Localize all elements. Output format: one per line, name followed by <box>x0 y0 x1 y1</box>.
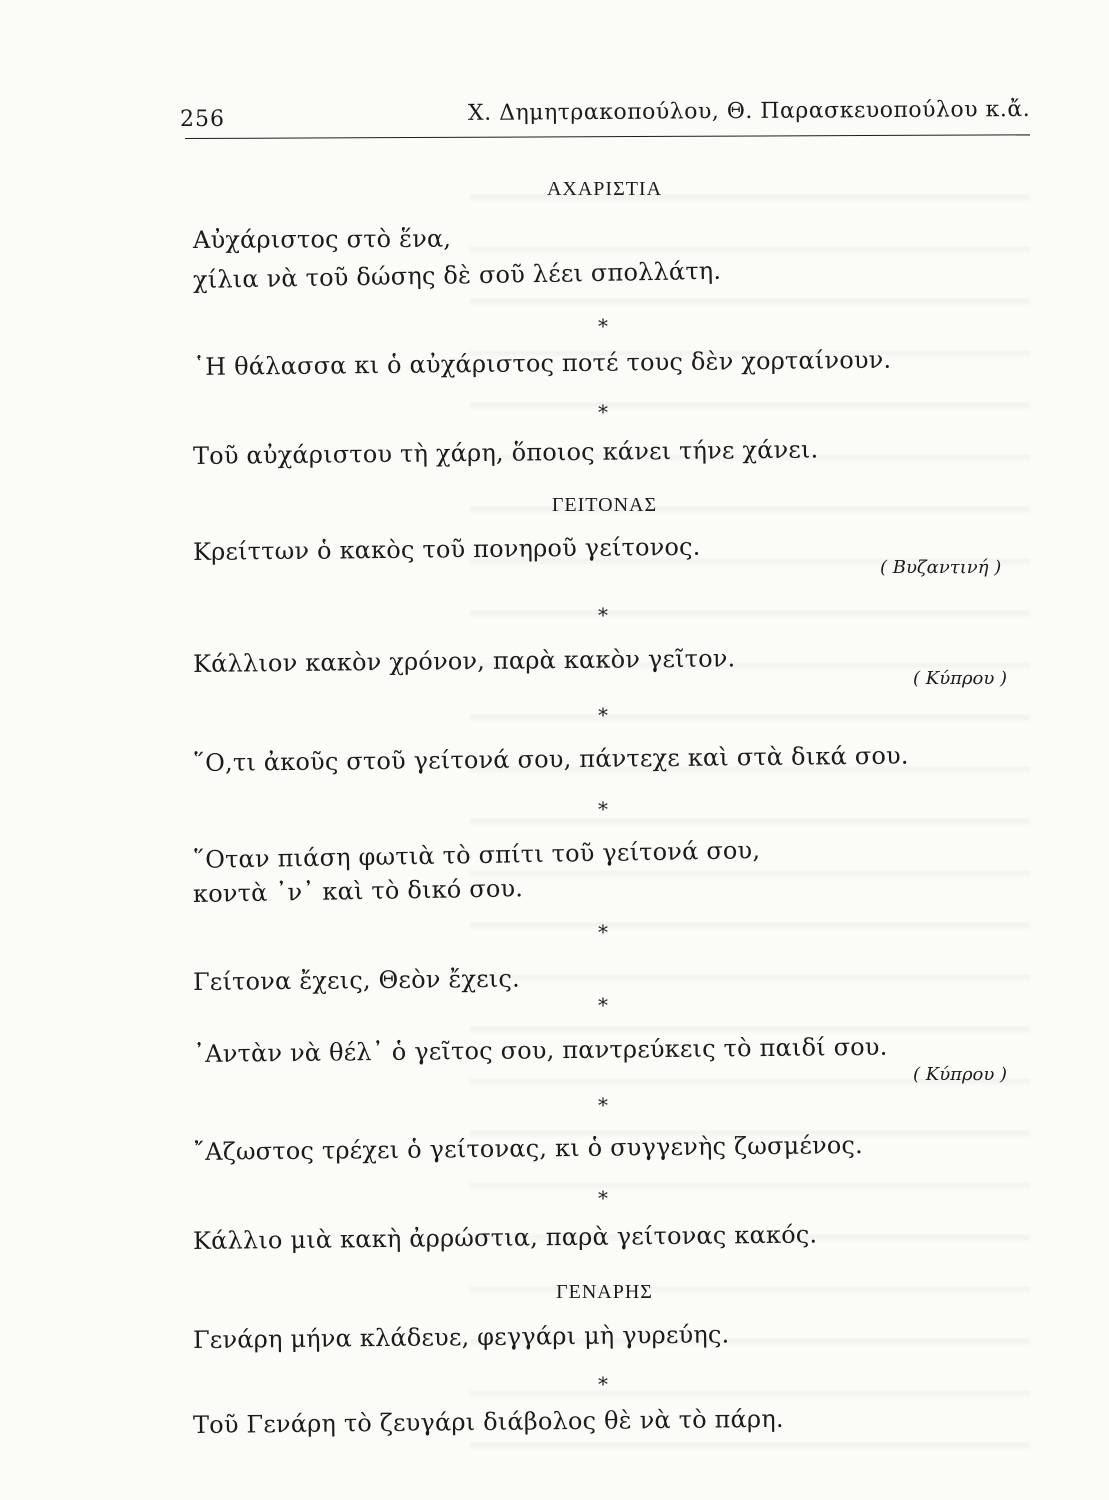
separator-asterisk: * <box>598 1093 608 1117</box>
proverb-line: χίλια νὰ τοῦ δώσης δὲ σοῦ λέει σπολλάτη. <box>192 256 722 294</box>
proverb-line: Τοῦ Γενάρη τὸ ζευγάρι διάβολος θὲ νὰ τὸ πάρη. <box>192 1404 784 1439</box>
proverb-line: ῞Ο,τι ἀκοῦς στοῦ γείτονά σου, πάντεχε καὶ στὰ δικά σου. <box>192 741 909 777</box>
proverb-line: Κάλλιον κακὸν χρόνον, παρὰ κακὸν γεῖτον. <box>192 644 736 678</box>
separator-asterisk: * <box>598 703 608 727</box>
separator-asterisk: * <box>598 314 608 338</box>
proverb-line: ῎Αζωστος τρέχει ὁ γείτονας, κι ὁ συγγενὴς ζωσμένος. <box>192 1130 864 1166</box>
section-title: ΓΕΙΤΟΝΑΣ <box>551 494 658 516</box>
separator-asterisk: * <box>598 797 608 821</box>
separator-asterisk: * <box>598 920 608 944</box>
separator-asterisk: * <box>598 1372 608 1396</box>
proverb-line: ᾿Αντὰν νὰ θέλ᾿ ὁ γεῖτος σου, παντρεύκεις τὸ παιδί σου. <box>192 1032 888 1068</box>
source-note: ( Κύπρου ) <box>913 1064 1008 1085</box>
separator-asterisk: * <box>598 400 608 424</box>
show-through-texture <box>470 150 1030 1450</box>
header-rule <box>185 134 1030 139</box>
source-note: ( Βυζαντινή ) <box>880 557 1002 578</box>
proverb-line: ῞Οταν πιάση φωτιὰ τὸ σπίτι τοῦ γείτονά σου, <box>192 836 761 874</box>
proverb-line: κοντὰ ᾿ν᾿ καὶ τὸ δικό σου. <box>192 874 524 908</box>
page-number: 256 <box>180 107 225 132</box>
proverb-line: Κρείττων ὁ κακὸς τοῦ πονηροῦ γείτονος. <box>192 532 701 566</box>
proverb-line: Γείτονα ἔχεις, Θεὸν ἔχεις. <box>192 964 521 996</box>
page-header <box>180 97 1030 135</box>
proverb-line: Κάλλιο μιὰ κακὴ ἀρρώστια, παρὰ γείτονας κακός. <box>192 1220 818 1255</box>
proverb-line: Τοῦ αὐχάριστου τὴ χάρη, ὅποιος κάνει τήνε χάνει. <box>192 435 819 470</box>
source-note: ( Κύπρου ) <box>913 668 1008 689</box>
proverb-line: Γενάρη μήνα κλάδευε, φεγγάρι μὴ γυρεύης. <box>192 1320 730 1354</box>
separator-asterisk: * <box>598 603 608 627</box>
section-title: ΑΧΑΡΙΣΤΙΑ <box>546 178 663 200</box>
proverb-line: Αὐχάριστος στὸ ἕνα, <box>192 224 452 254</box>
separator-asterisk: * <box>598 1186 608 1210</box>
running-head: Χ. Δημητρακοπούλου, Θ. Παρασκευοπούλου κ.ἄ. <box>467 97 1031 126</box>
section-title: ΓΕΝΑΡΗΣ <box>556 1281 653 1303</box>
separator-asterisk: * <box>598 993 608 1017</box>
proverb-line: ῾Η θάλασσα κι ὁ αὐχάριστος ποτέ τους δὲν χορταίνουν. <box>192 345 892 381</box>
